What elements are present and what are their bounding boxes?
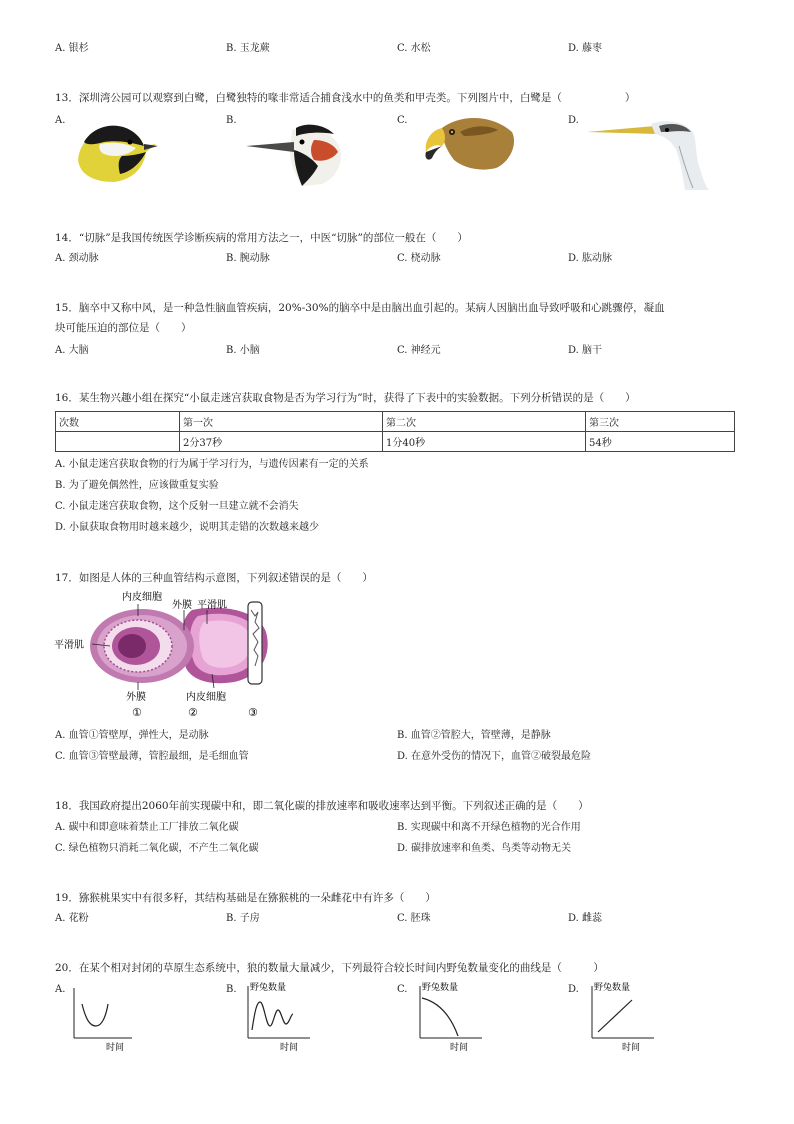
- graph-c: [408, 980, 488, 1054]
- q17-option-d: D. 在意外受伤的情况下，血管②破裂最危险: [397, 751, 592, 762]
- q14-option-c: C. 桡动脉: [397, 253, 441, 264]
- q20-stem: 20．在某个相对封闭的草原生态系统中，狼的数量大量减少，下列最符合较长时间内野兔数量变化的曲线是（ ）: [55, 962, 604, 974]
- q14-stem: 14．“切脉”是我国传统医学诊断疾病的常用方法之一，中医“切脉”的部位一般在（ ）: [55, 232, 468, 244]
- q15-stem-line1: 15．脑卒中又称中风，是一种急性脑血管疾病，20%-30%的脑卒中是由脑出血引起的。某病人因脑出血导致呼吸和心跳骤停，凝血: [55, 302, 665, 314]
- graph-d: [580, 980, 660, 1054]
- table-cell: 第三次: [586, 412, 735, 432]
- q20-letter-b: B.: [226, 984, 237, 995]
- q19-option-a: A. 花粉: [55, 913, 89, 924]
- q15-option-a: A. 大脑: [55, 345, 89, 356]
- table-cell: 2分37秒: [180, 432, 383, 452]
- q13-letter-d: D.: [568, 115, 579, 126]
- q15-option-c: C. 神经元: [397, 345, 441, 356]
- x-axis-label: 时间: [280, 1043, 299, 1053]
- q16-data-table: [55, 411, 735, 452]
- q12-option-a: A. 银杉: [55, 43, 89, 54]
- y-axis-label: 野兔数量: [422, 983, 459, 993]
- q20-letter-a: A.: [55, 984, 66, 995]
- table-cell: 第一次: [180, 412, 383, 432]
- q16-option-a: A. 小鼠走迷宫获取食物的行为属于学习行为，与遗传因素有一定的关系: [55, 459, 369, 470]
- q20-letter-d: D.: [568, 984, 579, 995]
- y-axis-label: 野兔数量: [250, 983, 287, 993]
- label-smooth-left: 平滑肌: [54, 640, 84, 651]
- q16-option-d: D. 小鼠获取食物用时越来越少，说明其走错的次数越来越少: [55, 522, 320, 533]
- q12-option-b: B. 玉龙蕨: [226, 43, 270, 54]
- q14-option-d: D. 肱动脉: [568, 253, 613, 264]
- x-axis-label: 时间: [106, 1043, 125, 1053]
- q17-option-a: A. 血管①管壁厚，弹性大，是动脉: [55, 730, 209, 741]
- table-cell: [56, 432, 180, 452]
- q15-stem-line2: 块可能压迫的部位是（ ）: [55, 322, 192, 334]
- table-cell: 次数: [56, 412, 180, 432]
- bird-b-image: [244, 120, 348, 190]
- q19-option-b: B. 子房: [226, 913, 260, 924]
- q18-option-d: D. 碳排放速率和鱼类、鸟类等动物无关: [397, 843, 572, 854]
- graph-b: [238, 980, 318, 1054]
- label-num-1: ①: [132, 706, 142, 719]
- q19-option-d: D. 雌蕊: [568, 913, 603, 924]
- label-num-3: ③: [248, 706, 258, 719]
- blood-vessel-diagram: [52, 588, 282, 722]
- q14-option-b: B. 腕动脉: [226, 253, 270, 264]
- label-num-2: ②: [188, 706, 198, 719]
- table-cell: 54秒: [586, 432, 735, 452]
- table-header-row: [56, 412, 735, 432]
- bird-c-image: [420, 112, 520, 174]
- table-row: [56, 432, 735, 452]
- q18-stem: 18．我国政府提出2060年前实现碳中和，即二氧化碳的排放速率和吸收速率达到平衡。下列叙述正确的是（ ）: [55, 800, 589, 812]
- q18-option-a: A. 碳中和即意味着禁止工厂排放二氧化碳: [55, 822, 239, 833]
- q12-option-d: D. 藤枣: [568, 43, 603, 54]
- q20-letter-c: C.: [397, 984, 408, 995]
- label-endothelium-bottom: 内皮细胞: [186, 692, 226, 703]
- q19-option-c: C. 胚珠: [397, 913, 431, 924]
- table-cell: 第二次: [383, 412, 586, 432]
- label-endothelium-top: 内皮细胞: [122, 592, 162, 603]
- q12-option-c: C. 水松: [397, 43, 431, 54]
- q19-stem: 19．猕猴桃果实中有很多籽，其结构基础是在猕猴桃的一朵雌花中有许多（ ）: [55, 892, 436, 904]
- q16-stem: 16．某生物兴趣小组在探究“小鼠走迷宫获取食物是否为学习行为”时，获得了下表中的实验数据。下列分析错误的是（ ）: [55, 392, 636, 404]
- q17-option-b: B. 血管②管腔大，管壁薄，是静脉: [397, 730, 551, 741]
- graph-a: [68, 980, 138, 1054]
- q13-letter-c: C.: [397, 115, 408, 126]
- q18-option-c: C. 绿色植物只消耗二氧化碳，不产生二氧化碳: [55, 843, 259, 854]
- q17-stem: 17．如图是人体的三种血管结构示意图，下列叙述错误的是（ ）: [55, 572, 373, 584]
- label-outer-bottom: 外膜: [126, 692, 146, 703]
- q17-option-c: C. 血管③管壁最薄，管腔最细，是毛细血管: [55, 751, 249, 762]
- q16-option-c: C. 小鼠走迷宫获取食物，这个反射一旦建立就不会消失: [55, 501, 299, 512]
- q13-stem: 13．深圳湾公园可以观察到白鹭，白鹭独特的喙非常适合捕食浅水中的鱼类和甲壳类。下列图片中，白鹭是（ ）: [55, 92, 636, 104]
- x-axis-label: 时间: [622, 1043, 641, 1053]
- q16-option-b: B. 为了避免偶然性，应该做重复实验: [55, 480, 219, 491]
- label-outer-top: 外膜: [172, 600, 192, 611]
- q13-letter-a: A.: [55, 115, 66, 126]
- q14-option-a: A. 颈动脉: [55, 253, 99, 264]
- y-axis-label: 野兔数量: [594, 983, 631, 993]
- bird-d-image: [585, 120, 725, 190]
- label-smooth-top: 平滑肌: [197, 600, 227, 611]
- x-axis-label: 时间: [450, 1043, 469, 1053]
- q15-option-d: D. 脑干: [568, 345, 603, 356]
- table-cell: 1分40秒: [383, 432, 586, 452]
- bird-a-image: [70, 120, 160, 188]
- q13-letter-b: B.: [226, 115, 237, 126]
- q15-option-b: B. 小脑: [226, 345, 260, 356]
- q18-option-b: B. 实现碳中和离不开绿色植物的光合作用: [397, 822, 581, 833]
